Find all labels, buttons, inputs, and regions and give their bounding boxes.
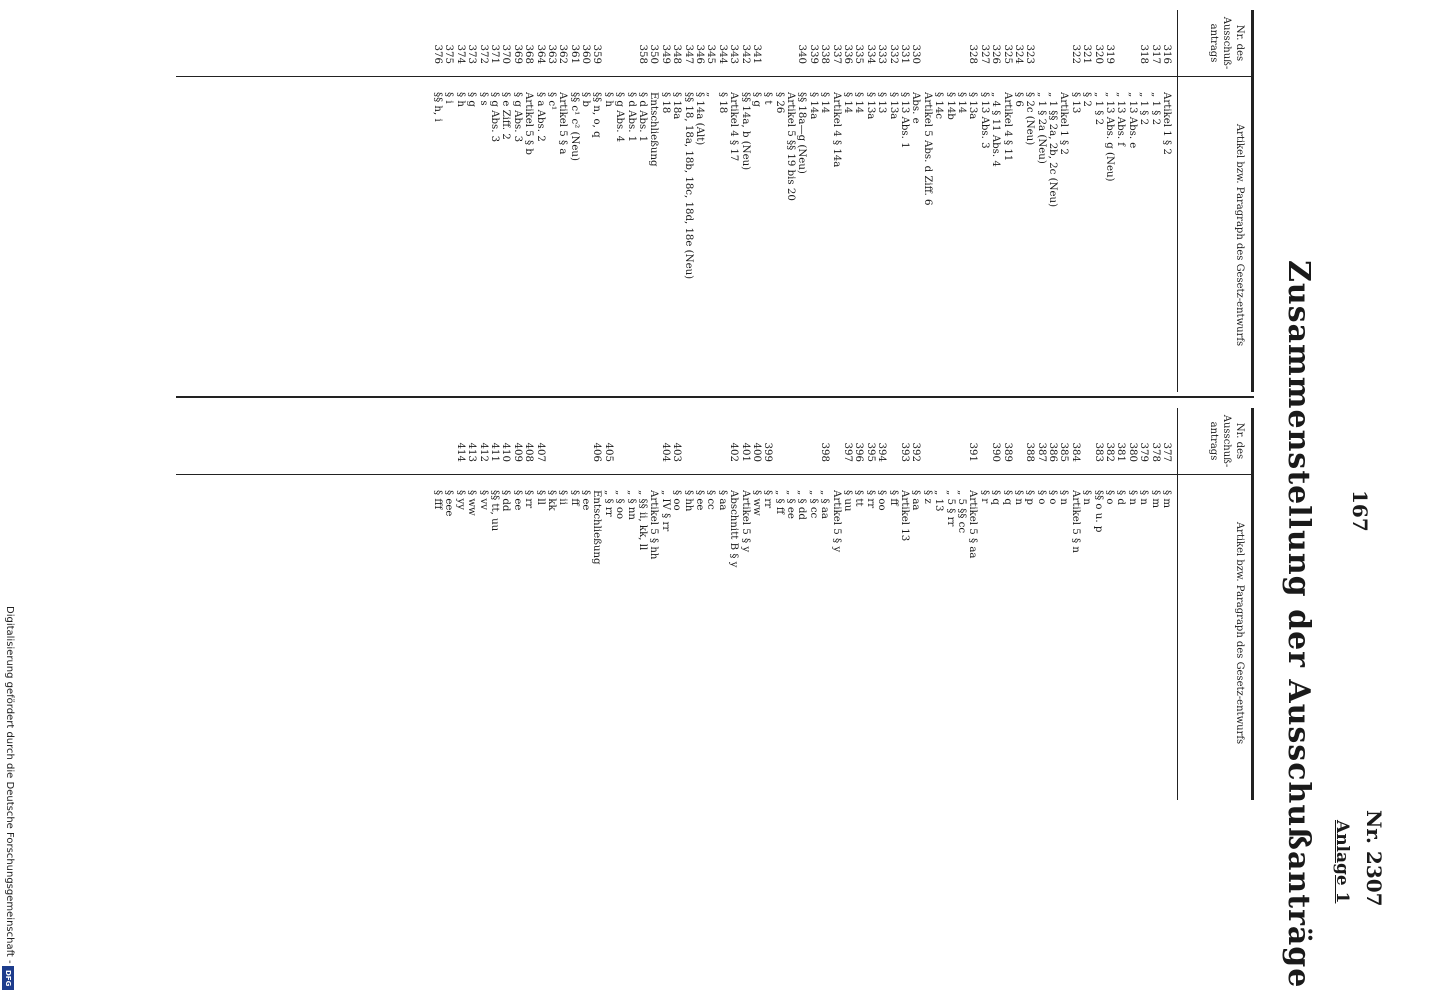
section-reference: Artikel 5 § y <box>739 490 751 553</box>
annex-label: Anlage 1 <box>1332 820 1352 904</box>
nr-column-header: Nr. des Ausschuß-antrags <box>1208 16 1245 70</box>
section-reference: § o <box>1047 490 1059 505</box>
section-reference: § 13 Abs. 3 <box>978 92 990 149</box>
motion-number: 402 <box>728 442 740 462</box>
section-reference: § ee <box>580 490 592 511</box>
section-reference: § rr <box>523 490 535 509</box>
motion-number: 388 <box>1024 442 1036 462</box>
section-reference: § 13 Abs. 1 <box>899 92 911 149</box>
section-reference: „ 1 § 2 <box>1138 92 1150 126</box>
section-reference: Artikel 4 § 11 <box>1001 92 1013 162</box>
motion-number: 397 <box>842 442 854 462</box>
section-reference: § q <box>1001 490 1013 505</box>
section-reference: § kk <box>545 490 557 511</box>
section-reference: § b <box>580 92 592 107</box>
motion-number: 408 <box>523 442 535 462</box>
section-reference: „ 1 § 2 <box>1092 92 1104 126</box>
section-reference: Artikel 1 § 2 <box>1161 92 1172 155</box>
motion-number: 383 <box>1092 442 1104 462</box>
motion-number: 325 <box>1001 44 1013 64</box>
right-number-column <box>454 412 1172 462</box>
left-reference-column <box>432 92 1172 279</box>
section-reference: § g Abs. 4 <box>614 92 626 143</box>
section-reference: § n <box>1058 490 1070 505</box>
motion-number: 350 <box>648 44 660 64</box>
section-reference: § ii <box>557 490 569 505</box>
motion-number: 339 <box>807 44 819 64</box>
section-reference: „ 4 § 11 Abs. 4 <box>990 92 1002 167</box>
section-reference: §§ 18a—g (Neu) <box>796 92 808 174</box>
motion-number: 361 <box>568 44 580 64</box>
section-reference: § fff <box>432 490 443 510</box>
section-reference: Artikel 13 <box>899 490 911 542</box>
section-reference: § ff <box>887 490 899 506</box>
dfg-logo: DFG <box>2 966 14 990</box>
section-reference: § oo <box>671 490 683 511</box>
section-reference: „ §§ ii, kk, ll <box>637 490 649 551</box>
section-reference: § g Abs. 3 <box>488 92 500 143</box>
motion-number: 319 <box>1104 44 1116 64</box>
section-reference: Artikel 5 § y <box>830 490 842 553</box>
motion-number: 322 <box>1069 44 1081 64</box>
motion-number: 393 <box>899 442 911 462</box>
motion-number: 387 <box>1035 442 1047 462</box>
section-reference: § vv <box>477 490 489 510</box>
motion-number: 348 <box>671 44 683 64</box>
section-reference: § yy <box>454 490 466 510</box>
section-reference: Artikel 5 § aa <box>967 490 979 559</box>
left-table <box>176 10 1254 392</box>
motion-number: 401 <box>739 442 751 462</box>
motion-number: 358 <box>637 44 649 64</box>
motion-number <box>557 412 568 462</box>
motion-number: 407 <box>534 442 546 462</box>
section-reference: § g <box>750 92 762 107</box>
section-reference: § ff <box>568 490 580 506</box>
section-reference: § d Abs. 1 <box>625 92 637 143</box>
left-number-column <box>432 14 1172 64</box>
section-reference: §§ tt, uu <box>488 490 500 532</box>
motion-number <box>978 412 989 462</box>
section-reference: § n <box>1081 490 1093 505</box>
motion-number: 324 <box>1012 44 1024 64</box>
ref-column-header: Artikel bzw. Paragraph des Gesetz-entwurfs <box>1234 521 1245 745</box>
motion-number <box>762 14 773 64</box>
motion-number <box>602 14 613 64</box>
section-reference: § 14 <box>955 92 967 114</box>
section-reference: §§ 18, 18a, 18b, 18c, 18d, 18e (Neu) <box>682 92 694 280</box>
section-reference: § c¹ <box>545 92 557 111</box>
motion-number: 371 <box>488 44 500 64</box>
motion-number: 327 <box>978 44 990 64</box>
motion-number: 359 <box>591 44 603 64</box>
motion-number: 345 <box>705 44 717 64</box>
motion-number: 376 <box>432 44 443 64</box>
motion-number: 342 <box>739 44 751 64</box>
section-reference: Entschließung <box>648 92 660 167</box>
section-reference: § d Abs. 1 <box>637 92 649 143</box>
section-reference: „ § ff <box>773 490 785 515</box>
section-reference: § rr <box>864 490 876 509</box>
section-reference: § 6 <box>1012 92 1024 107</box>
section-reference: Abs. e <box>910 92 922 124</box>
motion-number <box>956 412 967 462</box>
motion-number: 332 <box>887 44 899 64</box>
page-title: Zusammenstellung der Ausschußanträge <box>1281 260 1316 989</box>
motion-number <box>614 14 625 64</box>
section-reference: „ 13 Abs. e <box>1126 92 1138 149</box>
motion-number: 406 <box>591 442 603 462</box>
motion-number <box>921 14 932 64</box>
motion-number: 335 <box>853 44 865 64</box>
motion-number: 317 <box>1149 44 1161 64</box>
motion-number: 346 <box>693 44 705 64</box>
section-reference: § 18a <box>671 92 683 120</box>
section-reference: § 14 <box>819 92 831 114</box>
section-reference: Entschließung <box>591 490 603 565</box>
motion-number: 381 <box>1115 442 1127 462</box>
section-reference: §§ o u. p <box>1092 490 1104 533</box>
section-reference: § 18 <box>716 92 728 114</box>
section-reference: § m <box>1161 490 1172 508</box>
motion-number: 392 <box>910 442 922 462</box>
motion-number: 374 <box>454 44 466 64</box>
motion-number: 385 <box>1058 442 1070 462</box>
motion-number: 390 <box>990 442 1002 462</box>
motion-number <box>773 412 784 462</box>
section-reference: § 2 <box>1081 92 1093 107</box>
motion-number <box>808 412 819 462</box>
motion-number <box>705 412 716 462</box>
section-reference: § 13a <box>864 92 876 120</box>
motion-number: 382 <box>1104 442 1116 462</box>
motion-number <box>933 14 944 64</box>
motion-number <box>1013 412 1024 462</box>
section-reference: § 13 <box>876 92 888 114</box>
section-reference: § g Abs. 3 <box>511 92 523 143</box>
motion-number <box>614 412 625 462</box>
section-reference: „ § rr <box>602 490 614 517</box>
section-reference: „ 13 <box>933 490 945 512</box>
motion-number: 360 <box>580 44 592 64</box>
motion-number: 400 <box>750 442 762 462</box>
center-divider <box>176 396 1254 398</box>
section-reference: § h <box>602 92 614 107</box>
section-reference: Artikel 5 Abs. d Ziff. 6 <box>921 92 933 206</box>
motion-number <box>1081 412 1092 462</box>
motion-number: 343 <box>728 44 740 64</box>
section-reference: Artikel 5 § hh <box>648 490 660 560</box>
motion-number: 368 <box>523 44 535 64</box>
column-divider <box>176 474 1254 475</box>
nr-column-header: Nr. des Ausschuß-antrags <box>1208 414 1245 468</box>
section-reference: § ee <box>511 490 523 511</box>
motion-number: 399 <box>762 442 774 462</box>
section-reference: § m <box>1149 490 1161 508</box>
motion-number: 394 <box>876 442 888 462</box>
motion-number: 347 <box>682 44 694 64</box>
section-reference: §§ 14a, b (Neu) <box>739 92 751 171</box>
motion-number: 349 <box>659 44 671 64</box>
section-reference: § q <box>990 490 1002 505</box>
motion-number <box>682 412 693 462</box>
section-reference: § 14b <box>944 92 956 120</box>
document-number: Nr. 2307 <box>1362 810 1386 907</box>
motion-number <box>944 412 955 462</box>
section-reference: Artikel 5 § b <box>523 92 535 155</box>
section-reference: „ 5 §§ cc <box>955 490 967 534</box>
motion-number: 341 <box>750 44 762 64</box>
motion-number: 333 <box>876 44 888 64</box>
section-reference: „ 13 Abs. g (Neu) <box>1104 92 1116 182</box>
section-reference: § r <box>978 490 990 504</box>
motion-number: 398 <box>819 442 831 462</box>
ref-column-header: Artikel bzw. Paragraph des Gesetz-entwurfs <box>1234 123 1245 347</box>
motion-number: 389 <box>1001 442 1013 462</box>
motion-number <box>1115 14 1126 64</box>
section-reference: „ § dd <box>796 490 808 520</box>
section-reference: „ 1 § 2 <box>1149 92 1161 126</box>
section-reference: § a Abs. 2 <box>534 92 546 142</box>
section-reference: Artikel 4 § 14a <box>830 92 842 168</box>
motion-number <box>1047 14 1058 64</box>
motion-number: 372 <box>477 44 489 64</box>
section-reference: § e Ziff. 2 <box>500 92 512 140</box>
section-reference: § ww <box>466 490 478 516</box>
section-reference: Artikel 5 § a <box>557 92 569 155</box>
motion-number: 321 <box>1081 44 1093 64</box>
section-reference: § n <box>1138 490 1150 505</box>
section-reference: Artikel 4 § 17 <box>728 92 740 162</box>
motion-number: 375 <box>443 44 455 64</box>
credit-text: Digitalisierung gefördert durch die Deutsche Forschungsgemeinschaft - <box>4 606 15 964</box>
motion-number: 403 <box>671 442 683 462</box>
motion-number: 318 <box>1138 44 1150 64</box>
motion-number: 384 <box>1069 442 1081 462</box>
section-reference: § 14a <box>807 92 819 120</box>
right-reference-column <box>432 490 1172 567</box>
motion-number: 323 <box>1024 44 1036 64</box>
motion-number <box>625 14 636 64</box>
section-reference: § 14a (Alt) <box>693 92 705 146</box>
motion-number <box>785 14 796 64</box>
section-reference: § ww <box>750 490 762 516</box>
section-reference: „ <box>705 92 717 98</box>
section-reference: „ IV § rr <box>659 490 671 532</box>
section-reference: § 13a <box>967 92 979 120</box>
motion-number: 386 <box>1047 442 1059 462</box>
motion-number: 378 <box>1149 442 1161 462</box>
motion-number <box>1035 14 1046 64</box>
motion-number: 330 <box>910 44 922 64</box>
motion-number <box>933 412 944 462</box>
section-reference: § 14 <box>853 92 865 114</box>
table-header-rule <box>1177 10 1178 392</box>
motion-number: 363 <box>545 44 557 64</box>
section-reference: § 14c <box>933 92 945 120</box>
motion-number: 369 <box>511 44 523 64</box>
section-reference: § g <box>466 92 478 107</box>
page-number: 167 <box>1348 490 1372 532</box>
section-reference: § z <box>921 490 933 504</box>
motion-number <box>625 412 636 462</box>
motion-number <box>694 412 705 462</box>
section-reference: § aa <box>716 490 728 511</box>
motion-number <box>796 412 807 462</box>
section-reference: „ 1 §§ 2a, 2b, 2c (Neu) <box>1047 92 1059 208</box>
motion-number <box>568 412 579 462</box>
section-reference: Artikel 5 §§ 19 bis 20 <box>785 92 797 201</box>
motion-number: 377 <box>1161 442 1172 462</box>
section-reference: „ 13 Abs. f <box>1115 92 1127 147</box>
section-reference: Artikel 1 § 2 <box>1058 92 1070 155</box>
section-reference: §§ n, o, q <box>591 92 603 138</box>
motion-number: 344 <box>716 44 728 64</box>
motion-number: 413 <box>466 442 478 462</box>
motion-number: 336 <box>842 44 854 64</box>
section-reference: „ 5 § rr <box>944 490 956 527</box>
section-reference: Abschnitt B § y <box>728 490 740 568</box>
section-reference: § eee <box>443 490 455 517</box>
section-reference: § 14 <box>842 92 854 114</box>
motion-number <box>887 412 898 462</box>
motion-number <box>648 412 659 462</box>
section-reference: § o <box>1035 490 1047 505</box>
section-reference: § 26 <box>773 92 785 114</box>
motion-number: 331 <box>899 44 911 64</box>
section-reference: „ § ee <box>785 490 797 519</box>
digitization-credit <box>2 606 16 996</box>
motion-number: 379 <box>1138 442 1150 462</box>
motion-number: 391 <box>967 442 979 462</box>
column-divider <box>176 76 1254 77</box>
motion-number: 404 <box>659 442 671 462</box>
section-reference: § s <box>477 92 489 106</box>
motion-number: 338 <box>819 44 831 64</box>
motion-number: 334 <box>864 44 876 64</box>
motion-number: 395 <box>864 442 876 462</box>
motion-number: 373 <box>466 44 478 64</box>
motion-number <box>1126 14 1137 64</box>
motion-number: 380 <box>1126 442 1138 462</box>
motion-number <box>830 412 841 462</box>
section-reference: § 2c (Neu) <box>1024 92 1036 146</box>
section-reference: § cc <box>705 490 717 510</box>
motion-number <box>956 14 967 64</box>
motion-number: 410 <box>500 442 512 462</box>
section-reference: §§ h, i <box>432 92 443 122</box>
section-reference: § n <box>1012 490 1024 505</box>
table-top-rule <box>1251 10 1254 392</box>
section-reference: § tt <box>853 490 865 507</box>
motion-number <box>1058 14 1069 64</box>
table-header-rule <box>1177 408 1178 800</box>
section-reference: § rr <box>762 490 774 509</box>
motion-number: 326 <box>990 44 1002 64</box>
motion-number: 370 <box>500 44 512 64</box>
motion-number: 411 <box>488 442 500 462</box>
motion-number <box>637 412 648 462</box>
document-page <box>130 0 1400 1000</box>
motion-number: 316 <box>1161 44 1172 64</box>
motion-number: 328 <box>967 44 979 64</box>
section-reference: § aa <box>910 490 922 511</box>
section-reference: § hh <box>682 490 694 512</box>
section-reference: § h <box>454 92 466 107</box>
motion-number <box>944 14 955 64</box>
motion-number: 362 <box>557 44 569 64</box>
section-reference: § ll <box>534 490 546 505</box>
section-reference: § d <box>1115 490 1127 505</box>
motion-number <box>580 412 591 462</box>
section-reference: § t <box>762 92 774 105</box>
motion-number: 409 <box>511 442 523 462</box>
section-reference: § i <box>443 92 455 104</box>
section-reference: § 13 <box>1069 92 1081 114</box>
motion-number <box>921 412 932 462</box>
section-reference: §§ c¹ c² (Neu) <box>568 92 580 161</box>
motion-number: 320 <box>1092 44 1104 64</box>
section-reference: § 18 <box>659 92 671 114</box>
motion-number: 337 <box>830 44 842 64</box>
motion-number: 396 <box>853 442 865 462</box>
motion-number <box>773 14 784 64</box>
section-reference: § 13a <box>887 92 899 120</box>
section-reference: Artikel 5 § n <box>1069 490 1081 553</box>
section-reference: „ § cc <box>807 490 819 519</box>
motion-number: 412 <box>477 442 489 462</box>
motion-number: 414 <box>454 442 466 462</box>
section-reference: § oo <box>876 490 888 511</box>
section-reference: „ § nn <box>625 490 637 520</box>
section-reference: § uu <box>842 490 854 512</box>
right-table <box>176 408 1254 800</box>
motion-number <box>785 412 796 462</box>
section-reference: § dd <box>500 490 512 512</box>
section-reference: „ 1 § 2a (Neu) <box>1035 92 1047 164</box>
motion-number <box>546 412 557 462</box>
section-reference: § o <box>1104 490 1116 505</box>
motion-number: 340 <box>796 44 808 64</box>
section-reference: § ee <box>693 490 705 511</box>
motion-number: 405 <box>602 442 614 462</box>
motion-number: 364 <box>534 44 546 64</box>
section-reference: „ § oo <box>614 490 626 520</box>
section-reference: § p <box>1024 490 1036 505</box>
section-reference: „ § aa <box>819 490 831 519</box>
section-reference: § n <box>1126 490 1138 505</box>
motion-number <box>716 412 727 462</box>
table-top-rule <box>1251 408 1254 800</box>
